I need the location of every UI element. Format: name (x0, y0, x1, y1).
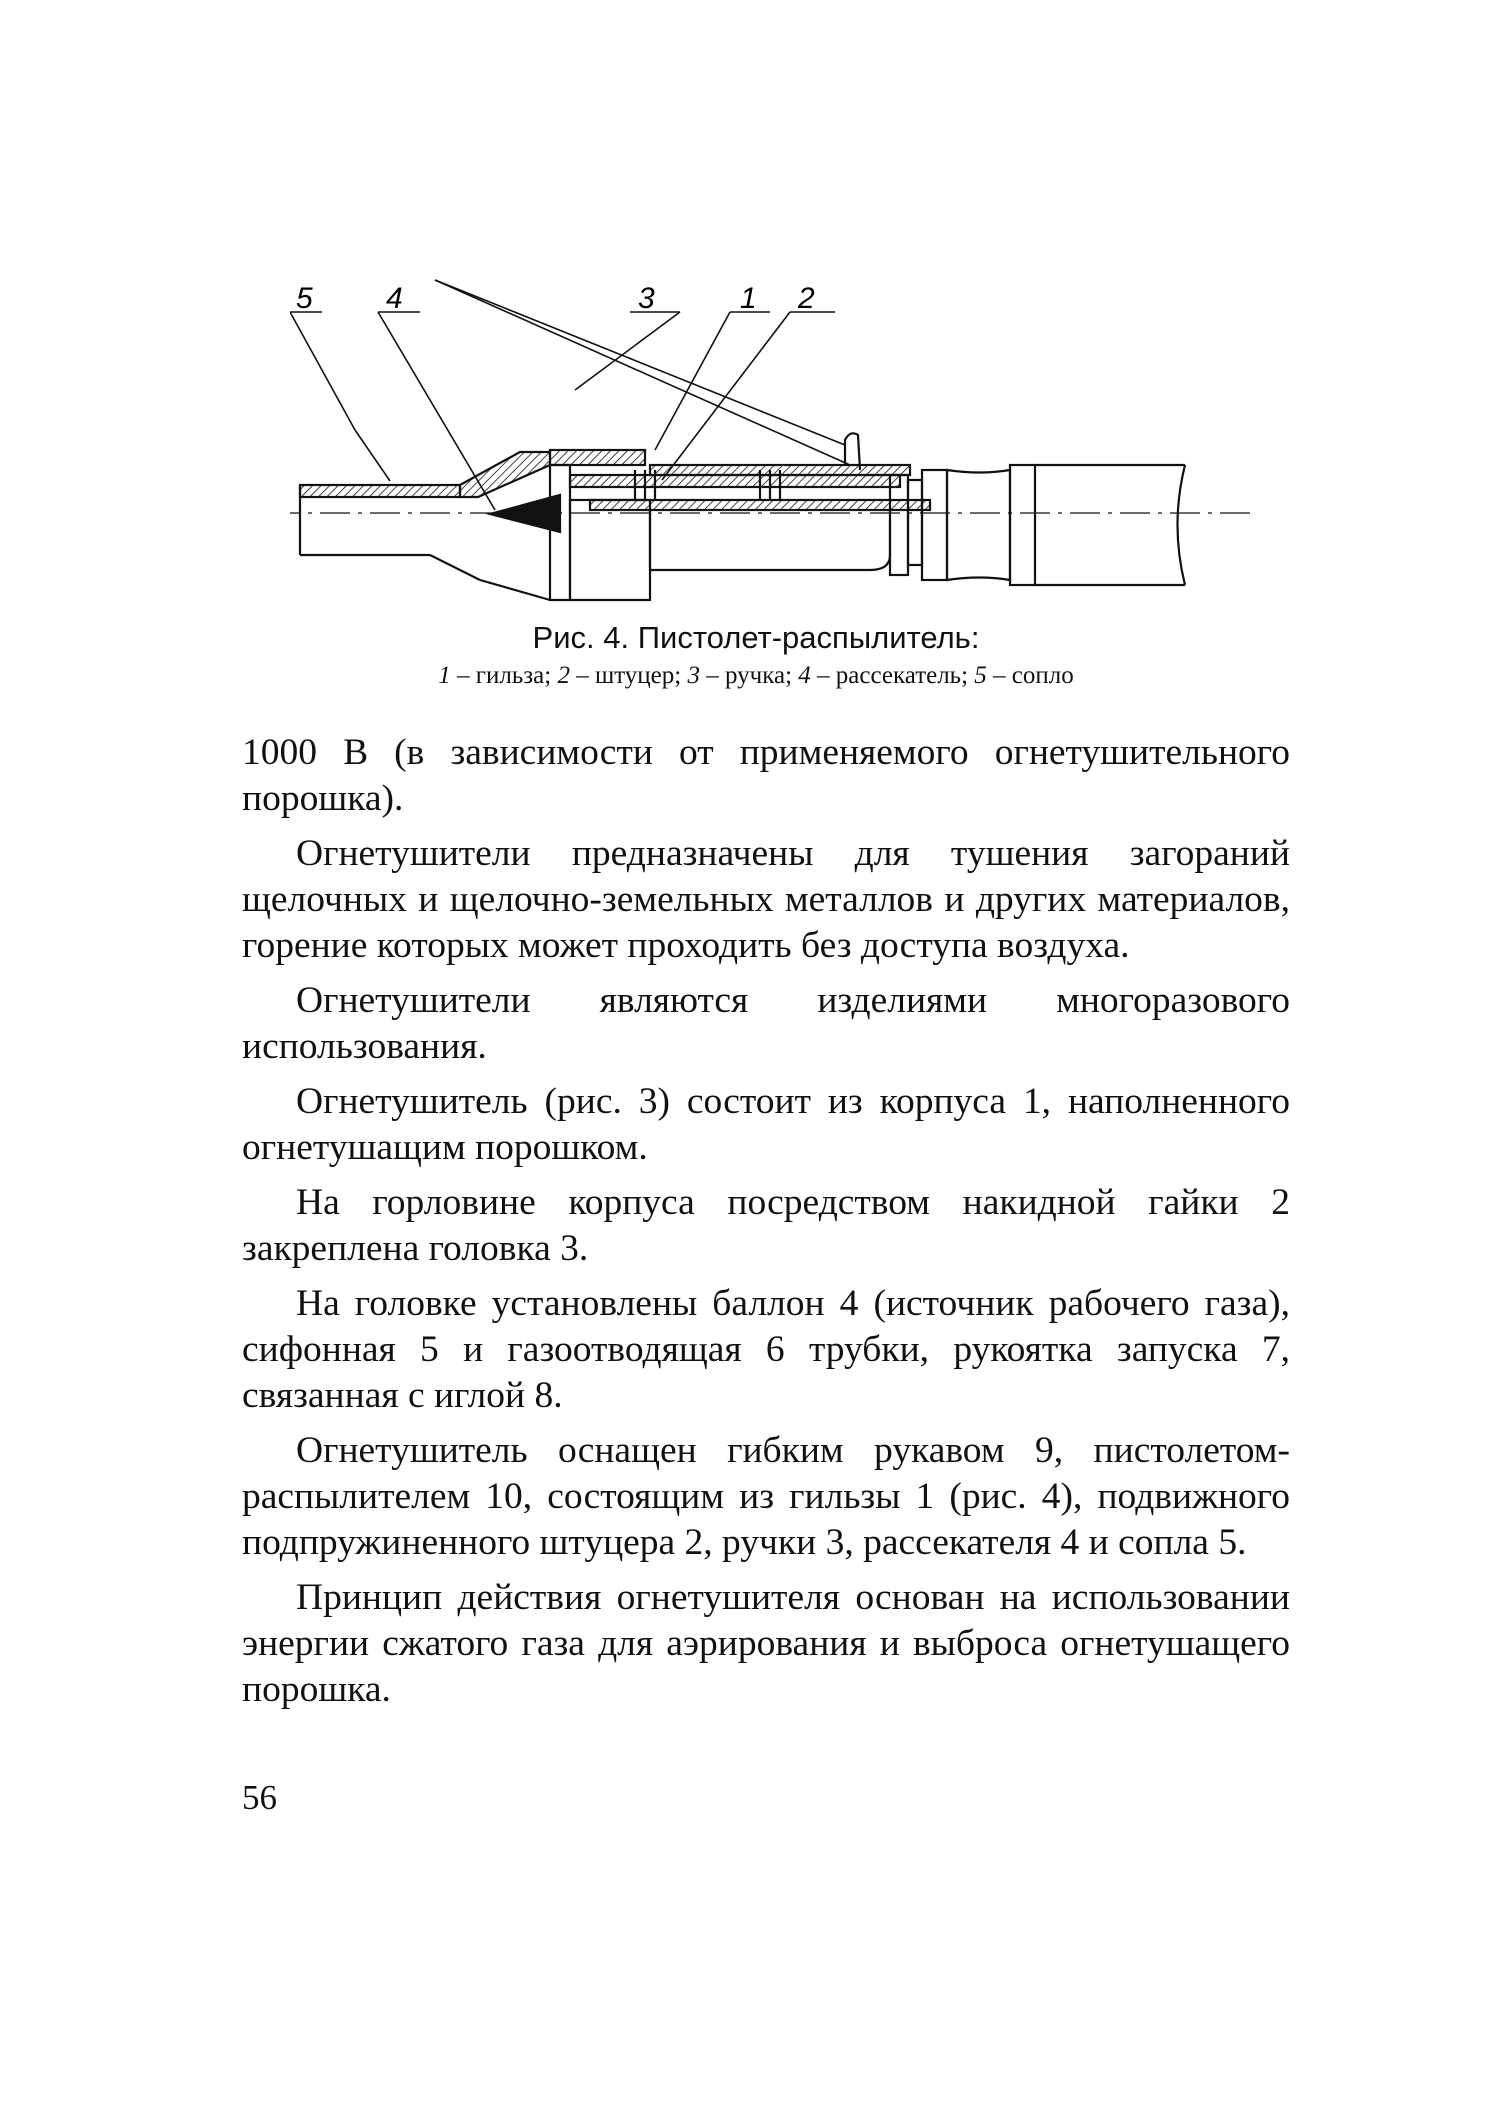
legend-num-1: 1 (438, 662, 451, 689)
figure-label-3: 3 (638, 282, 655, 315)
paragraph-6: На головке установлены баллон 4 (источник рабочего газа), сифонная 5 и газоотводящая 6 трубки, рукоятка запуска 7, связанная с иглой 8. (242, 1283, 1290, 1416)
paragraph-8: Принцип действия огнетушителя основан на использовании энергии сжатого газа для аэрирования и выброса огнетушащего порошка. (242, 1577, 1290, 1710)
paragraph-5: На горловине корпуса посредством накидной гайки 2 закреплена головка 3. (242, 1182, 1290, 1269)
legend-text-4: – рассекатель; (817, 662, 975, 689)
paragraph-4: Огнетушитель (рис. 3) состоит из корпуса 1, наполненного огнетушащим порошком. (242, 1081, 1290, 1168)
figure-label-1: 1 (740, 282, 757, 315)
legend-text-1: – гильза; (457, 662, 558, 689)
body-text (242, 730, 1290, 1722)
page-number: 56 (242, 1778, 277, 1817)
legend-text-3: – ручка; (706, 662, 799, 689)
legend-num-2: 2 (557, 662, 570, 689)
figure-caption-legend (0, 662, 1512, 690)
paragraph-3: Огнетушители являются изделиями многоразового использования. (242, 980, 1290, 1067)
paragraph-1: 1000 В (в зависимости от применяемого огнетушительного порошка). (242, 732, 1290, 819)
figure-label-4: 4 (386, 282, 403, 315)
spray-gun-drawing (290, 270, 1250, 610)
legend-num-4: 4 (798, 662, 811, 689)
legend-text-5: – сопло (993, 662, 1074, 689)
legend-num-3: 3 (687, 662, 700, 689)
figure-label-2: 2 (798, 282, 815, 315)
figure-label-5: 5 (296, 282, 313, 315)
paragraph-2: Огнетушители предназначены для тушения загораний щелочных и щелочно-земельных металлов и других материалов, горение которых может проходить без доступа воздуха. (242, 833, 1290, 966)
figure-caption-title: Рис. 4. Пистолет-распылитель: (532, 620, 980, 655)
legend-num-5: 5 (974, 662, 987, 689)
legend-text-2: – штуцер; (576, 662, 688, 689)
paragraph-7: Огнетушитель оснащен гибким рукавом 9, пистолетом-распылителем 10, состоящим из гильзы 1 (рис. 4), подвижного подпружиненного штуцера 2, ручки 3, рассекателя 4 и сопла 5. (242, 1430, 1290, 1563)
